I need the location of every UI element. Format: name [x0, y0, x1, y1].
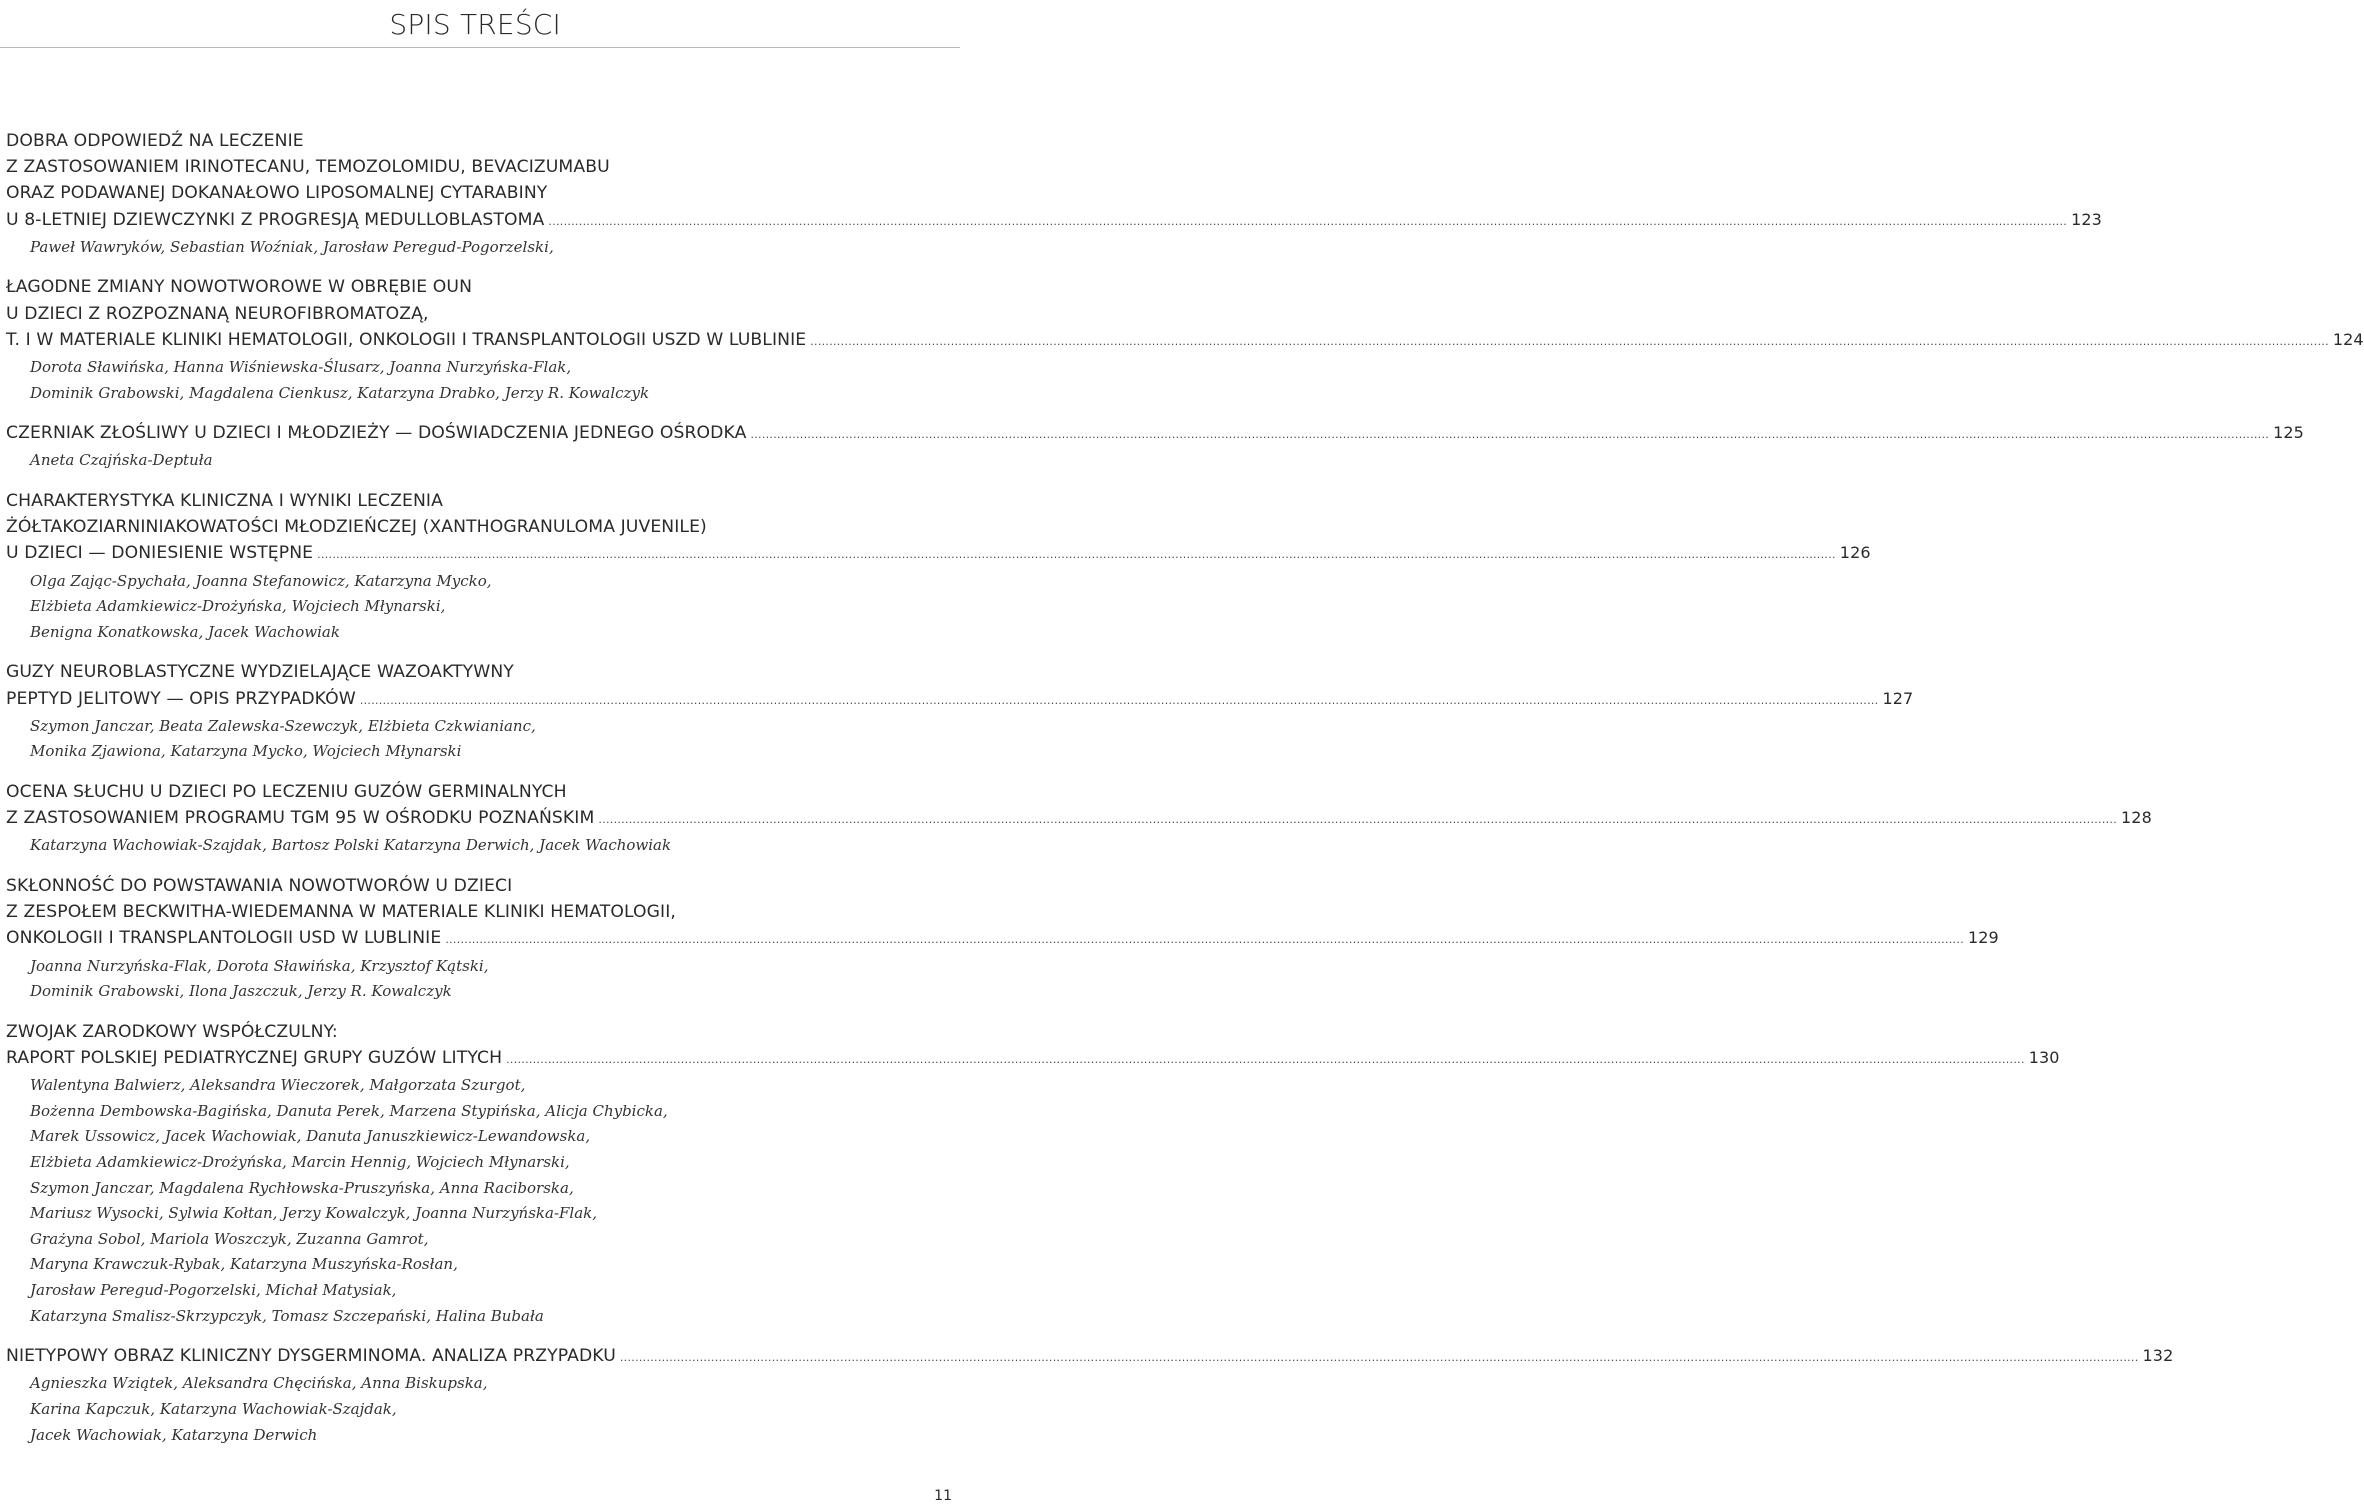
toc-entry-page-number: 129	[1967, 928, 1999, 948]
toc-entry-title-text: T. I W MATERIALE KLINIKI HEMATOLOGII, ONKOLOGII I TRANSPLANTOLOGII USZD W LUBLINIE	[6, 329, 807, 350]
toc-entry-authors: Katarzyna Wachowiak-Szajdak, Bartosz Polski Katarzyna Derwich, Jacek Wachowiak	[30, 836, 672, 855]
toc-entry-authors: Szymon Janczar, Magdalena Rychłowska-Pruszyńska, Anna Raciborska,	[30, 1178, 574, 1197]
toc-entry-title-text: Z ZASTOSOWANIEM PROGRAMU TGM 95 W OŚRODKU POZNAŃSKIM	[6, 808, 595, 829]
toc-entry[interactable]	[6, 1343, 2174, 1448]
toc-entry-title-line: CHARAKTERYSTYKA KLINICZNA I WYNIKI LECZENIA	[6, 491, 443, 511]
toc-entry-title-last-line	[6, 1343, 2174, 1371]
toc-entry-authors: Benigna Konatkowska, Jacek Wachowiak	[30, 622, 340, 641]
toc-entry-title-last-line	[6, 925, 1999, 953]
page-number: 11	[934, 1488, 952, 1504]
dot-leader: ................................................................................................................................................................................................................................................................................................................................................................................................................	[598, 813, 2118, 827]
toc-entry[interactable]	[6, 779, 2152, 859]
toc-entry-authors: Jarosław Peregud-Pogorzelski, Michał Matysiak,	[30, 1280, 397, 1299]
toc-entry-title-last-line	[6, 1045, 2060, 1073]
page-header	[0, 0, 960, 48]
toc-entry[interactable]	[6, 1019, 2060, 1329]
toc-entry-authors: Olga Zając-Spychała, Joanna Stefanowicz, Katarzyna Mycko,	[30, 571, 492, 590]
toc-entry[interactable]	[6, 128, 2102, 260]
toc-entry[interactable]	[6, 873, 1999, 1005]
toc-entry-title-line: ZWOJAK ZARODKOWY WSPÓŁCZULNY:	[6, 1021, 338, 1042]
toc-entry-title-line: GUZY NEUROBLASTYCZNE WYDZIELAJĄCE WAZOAKTYWNY	[6, 662, 514, 683]
toc-entry-authors: Paweł Wawryków, Sebastian Woźniak, Jarosław Peregud-Pogorzelski,	[30, 237, 554, 256]
toc-entry-authors: Monika Zjawiona, Katarzyna Mycko, Wojciech Młynarski	[30, 742, 462, 761]
toc-entry-page-number: 125	[2273, 423, 2304, 443]
toc-entry[interactable]	[6, 659, 1914, 765]
toc-entry-authors: Dorota Sławińska, Hanna Wiśniewska-Ślusarz, Joanna Nurzyńska-Flak,	[30, 358, 572, 377]
toc-entry-title-line: OCENA SŁUCHU U DZIECI PO LECZENIU GUZÓW GERMINALNYCH	[6, 781, 567, 802]
dot-leader: ................................................................................................................................................................................................................................................................................................................................................................................................................	[317, 548, 1836, 562]
toc-entry-title-last-line	[6, 207, 2102, 235]
toc-entry-title-line: Z ZASTOSOWANIEM IRINOTECANU, TEMOZOLOMIDU, BEVACIZUMABU	[6, 157, 610, 178]
toc-entry-title-text: ONKOLOGII I TRANSPLANTOLOGII USD W LUBLINIE	[6, 928, 442, 949]
toc-entry-title-last-line	[6, 540, 1871, 568]
toc-entry-page-number: 127	[1882, 688, 1914, 708]
toc-entry-authors: Dominik Grabowski, Ilona Jaszczuk, Jerzy R. Kowalczyk	[30, 982, 452, 1001]
toc-entry-title-line: Z ZESPOŁEM BECKWITHA-WIEDEMANNA W MATERIALE KLINIKI HEMATOLOGII,	[6, 902, 676, 923]
toc-entry-authors: Agnieszka Wziątek, Aleksandra Chęcińska, Anna Biskupska,	[30, 1374, 488, 1393]
dot-leader: ................................................................................................................................................................................................................................................................................................................................................................................................................	[359, 693, 1879, 707]
toc-entry-page-number: 130	[2028, 1047, 2060, 1067]
toc-entry-title-last-line	[6, 327, 2364, 355]
toc-entry-title-last-line	[6, 686, 1914, 714]
toc-entry-page-number: 124	[2332, 329, 2364, 349]
toc-entry-authors: Elżbieta Adamkiewicz-Drożyńska, Marcin Hennig, Wojciech Młynarski,	[30, 1152, 570, 1171]
dot-leader: ................................................................................................................................................................................................................................................................................................................................................................................................................	[506, 1052, 2025, 1066]
toc-entry-authors: Maryna Krawczuk-Rybak, Katarzyna Muszyńska-Rosłan,	[30, 1255, 458, 1274]
toc-entry-authors: Mariusz Wysocki, Sylwia Kołtan, Jerzy Kowalczyk, Joanna Nurzyńska-Flak,	[30, 1204, 598, 1223]
toc-entry[interactable]	[6, 488, 1871, 645]
toc-entry-title-text: CZERNIAK ZŁOŚLIWY U DZIECI I MŁODZIEŻY — DOŚWIADCZENIA JEDNEGO OŚRODKA	[6, 423, 747, 444]
toc-entry-authors: Jacek Wachowiak, Katarzyna Derwich	[30, 1425, 318, 1444]
toc-entry-title-last-line	[6, 805, 2152, 833]
toc-entry-title-text: PEPTYD JELITOWY — OPIS PRZYPADKÓW	[6, 688, 356, 709]
toc-entry-title-line: ORAZ PODAWANEJ DOKANAŁOWO LIPOSOMALNEJ CYTARABINY	[6, 183, 548, 204]
toc-entry-page-number: 132	[2142, 1346, 2174, 1366]
toc-entry-page-number: 126	[1839, 543, 1871, 563]
toc-entry-title-text: U 8-LETNIEJ DZIEWCZYNKI Z PROGRESJĄ MEDULLOBLASTOMA	[6, 209, 545, 230]
toc-entry-authors: Dominik Grabowski, Magdalena Cienkusz, Katarzyna Drabko, Jerzy R. Kowalczyk	[30, 383, 650, 402]
toc-entry-title-line: ŁAGODNE ZMIANY NOWOTWOROWE W OBRĘBIE OUN	[6, 277, 473, 298]
toc-entry-authors: Szymon Janczar, Beata Zalewska-Szewczyk, Elżbieta Czkwianianc,	[30, 716, 536, 735]
toc-entry-authors: Aneta Czajńska-Deptuła	[30, 451, 213, 470]
toc-entry[interactable]	[6, 274, 2364, 406]
header-divider	[0, 47, 960, 48]
toc-entry-title-last-line	[6, 420, 2304, 448]
dot-leader: ................................................................................................................................................................................................................................................................................................................................................................................................................	[619, 1351, 2139, 1365]
toc-entry-page-number: 123	[2071, 209, 2102, 229]
toc-entry-title-line: U DZIECI Z ROZPOZNANĄ NEUROFIBROMATOZĄ,	[6, 303, 429, 324]
toc-entry-authors: Karina Kapczuk, Katarzyna Wachowiak-Szajdak,	[30, 1399, 397, 1418]
toc-entry-page-number: 128	[2121, 808, 2152, 828]
dot-leader: ................................................................................................................................................................................................................................................................................................................................................................................................................	[750, 428, 2270, 442]
dot-leader: ................................................................................................................................................................................................................................................................................................................................................................................................................	[548, 214, 2068, 228]
table-of-contents	[6, 128, 2364, 1462]
toc-entry-authors: Walentyna Balwierz, Aleksandra Wieczorek, Małgorzata Szurgot,	[30, 1076, 526, 1095]
toc-entry-authors: Joanna Nurzyńska-Flak, Dorota Sławińska, Krzysztof Kątski,	[30, 956, 489, 975]
toc-entry-authors: Grażyna Sobol, Mariola Woszczyk, Zuzanna Gamrot,	[30, 1229, 429, 1248]
dot-leader: ................................................................................................................................................................................................................................................................................................................................................................................................................	[810, 334, 2329, 348]
toc-entry[interactable]	[6, 420, 2304, 474]
toc-entry-title-text: RAPORT POLSKIEJ PEDIATRYCZNEJ GRUPY GUZÓW LITYCH	[6, 1047, 503, 1068]
toc-entry-title-text: NIETYPOWY OBRAZ KLINICZNY DYSGERMINOMA. ANALIZA PRZYPADKU	[6, 1346, 616, 1367]
toc-entry-title-line: SKŁONNOŚĆ DO POWSTAWANIA NOWOTWORÓW U DZIECI	[6, 875, 513, 896]
toc-entry-title-line: DOBRA ODPOWIEDŹ NA LECZENIE	[6, 131, 304, 151]
toc-entry-authors: Elżbieta Adamkiewicz-Drożyńska, Wojciech Młynarski,	[30, 597, 446, 616]
toc-entry-title-line: ŻÓŁTAKOZIARNINIAKOWATOŚCI MŁODZIEŃCZEJ (XANTHOGRANULOMA JUVENILE)	[6, 517, 707, 538]
toc-entry-authors: Katarzyna Smalisz-Skrzypczyk, Tomasz Szczepański, Halina Bubała	[30, 1306, 544, 1325]
toc-entry-title-text: U DZIECI — DONIESIENIE WSTĘPNE	[6, 543, 314, 564]
toc-entry-authors: Marek Ussowicz, Jacek Wachowiak, Danuta Januszkiewicz-Lewandowska,	[30, 1127, 591, 1146]
page-title: SPIS TREŚCI	[389, 8, 561, 41]
toc-entry-authors: Bożenna Dembowska-Bagińska, Danuta Perek, Marzena Stypińska, Alicja Chybicka,	[30, 1101, 668, 1120]
dot-leader: ................................................................................................................................................................................................................................................................................................................................................................................................................	[445, 933, 1964, 947]
